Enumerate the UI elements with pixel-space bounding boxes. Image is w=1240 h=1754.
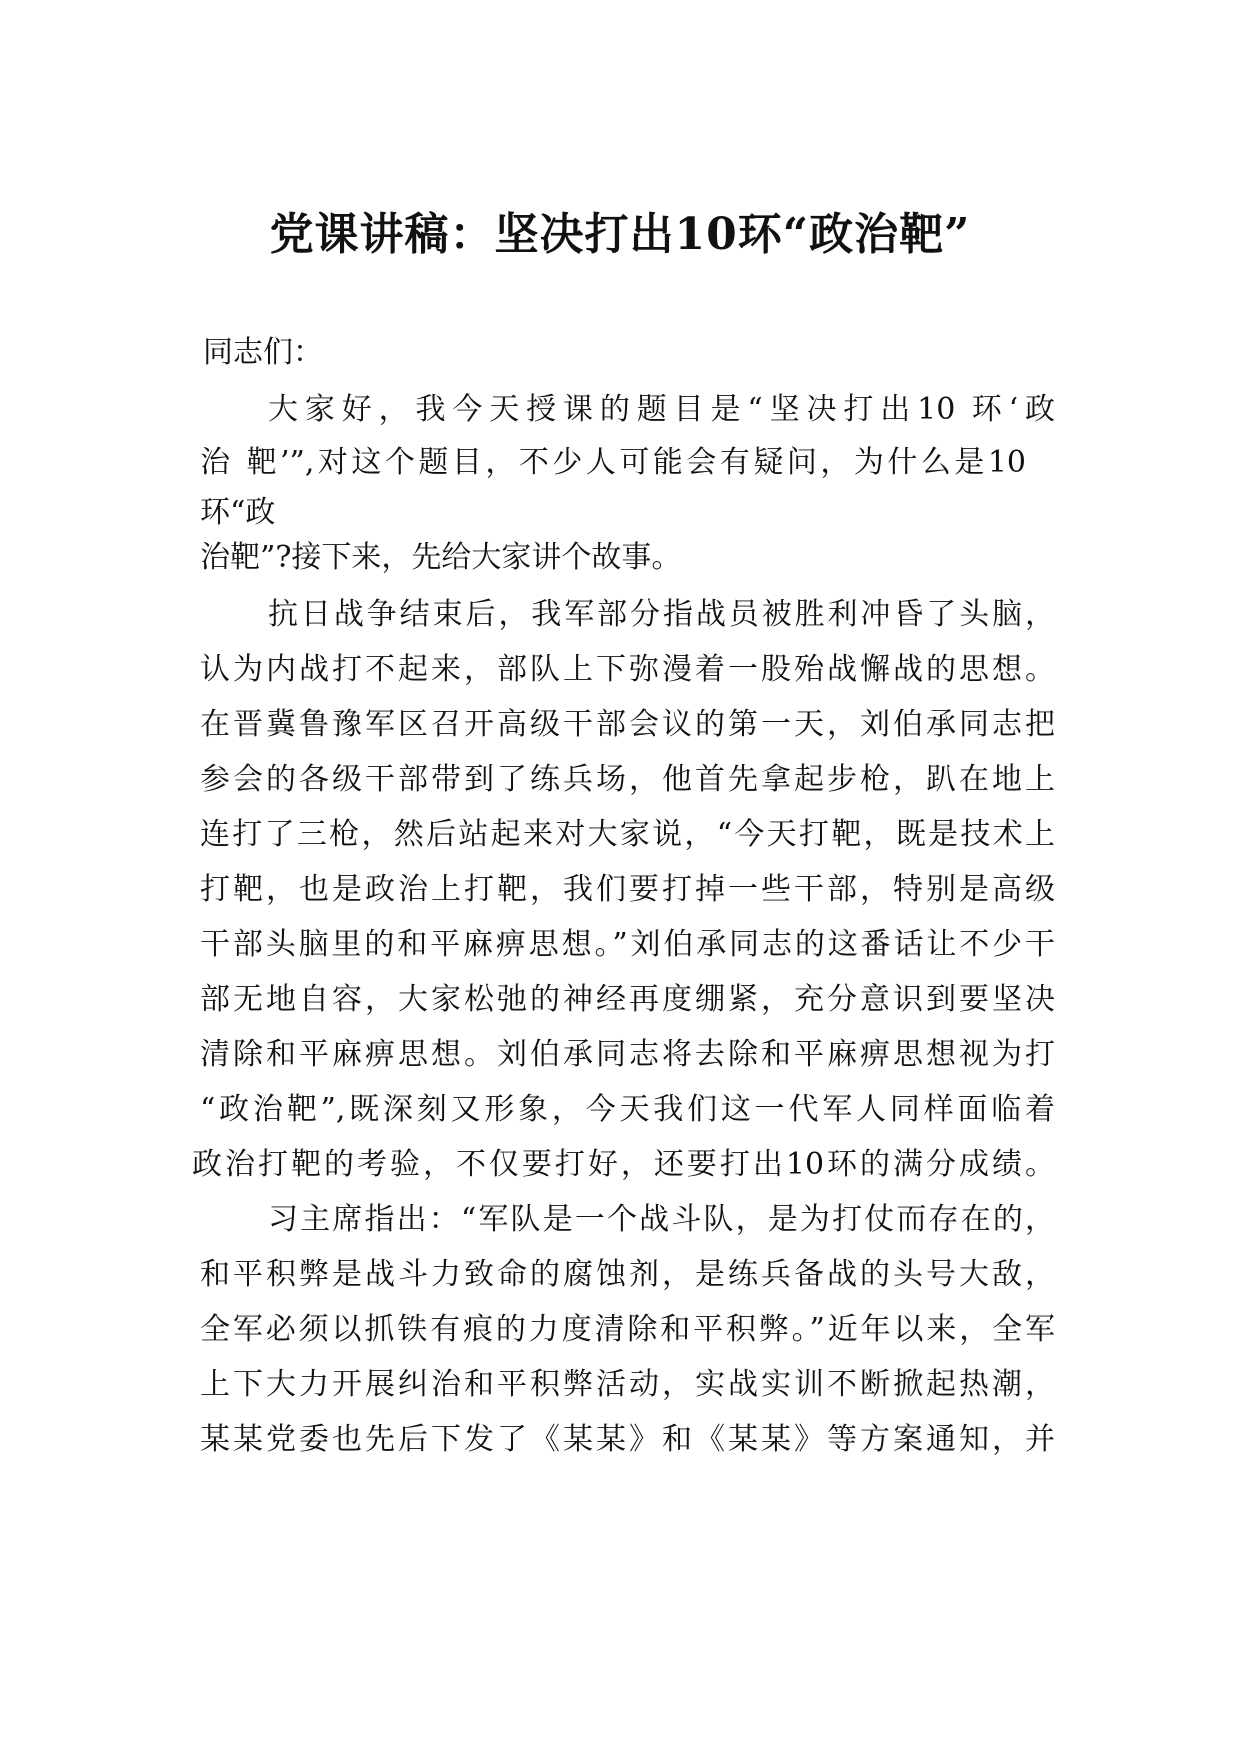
document-title: 党课讲稿：坚决打出10环“政治靶”: [269, 209, 971, 260]
paragraph-1-line-3: 环“政: [200, 495, 276, 530]
paragraph-2-line-9: 清除和平麻痹思想。刘伯承同志将去除和平麻痹思想视为打: [200, 1037, 1055, 1072]
paragraph-2-line-11: 政治打靶的考验，不仅要打好，还要打出10环的满分成绩。: [192, 1147, 1055, 1182]
paragraph-1-line-4: 治靶”?接下来，先给大家讲个故事。: [200, 540, 682, 575]
paragraph-3-line-5: 某某党委也先后下发了《某某》和《某某》等方案通知，并: [200, 1422, 1055, 1457]
paragraph-2-line-1: 抗日战争结束后，我军部分指战员被胜利冲昏了头脑，: [268, 597, 1055, 632]
paragraph-3-line-3: 全军必须以抓铁有痕的力度清除和平积弊。”近年以来，全军: [200, 1312, 1055, 1347]
paragraph-3-line-2: 和平积弊是战斗力致命的腐蚀剂，是练兵备战的头号大敌，: [200, 1257, 1055, 1292]
paragraph-3-line-1: 习主席指出：“军队是一个战斗队，是为打仗而存在的，: [268, 1202, 1055, 1237]
paragraph-2-line-8: 部无地自容，大家松弛的神经再度绷紧，充分意识到要坚决: [200, 982, 1055, 1017]
paragraph-2-line-6: 打靶，也是政治上打靶，我们要打掉一些干部，特别是高级: [200, 872, 1055, 907]
paragraph-1-line-1: 大家好，我今天授课的题目是“坚决打出10 环‘政: [268, 392, 1055, 427]
salutation: 同志们：: [203, 335, 323, 370]
paragraph-1-line-2: 治 靶’”,对这个题目，不少人可能会有疑问，为什么是10: [200, 445, 1026, 480]
paragraph-2-line-7: 干部头脑里的和平麻痹思想。”刘伯承同志的这番话让不少干: [200, 927, 1055, 962]
paragraph-2-line-3: 在晋冀鲁豫军区召开高级干部会议的第一天，刘伯承同志把: [200, 707, 1055, 742]
paragraph-2-line-10: “政治靶”,既深刻又形象，今天我们这一代军人同样面临着: [200, 1092, 1055, 1127]
paragraph-2-line-2: 认为内战打不起来，部队上下弥漫着一股殆战懈战的思想。: [200, 652, 1055, 687]
paragraph-2-line-5: 连打了三枪，然后站起来对大家说，“今天打靶，既是技术上: [200, 817, 1055, 852]
paragraph-3-line-4: 上下大力开展纠治和平积弊活动，实战实训不断掀起热潮，: [200, 1367, 1055, 1402]
paragraph-2-line-4: 参会的各级干部带到了练兵场，他首先拿起步枪，趴在地上: [200, 762, 1055, 797]
